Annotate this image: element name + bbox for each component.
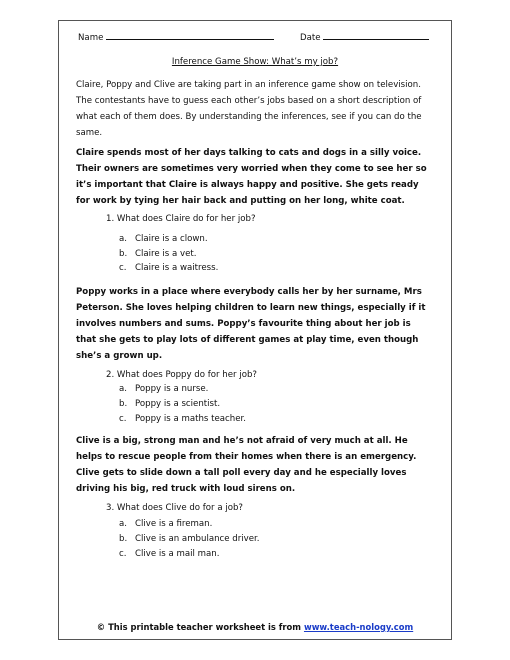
option-2b	[119, 399, 220, 409]
option-text: Claire is a clown.	[135, 234, 208, 244]
passage-poppy	[76, 284, 432, 364]
option-text: Clive is a fireman.	[135, 519, 213, 529]
option-3b	[119, 534, 260, 544]
option-text: Claire is a vet.	[135, 249, 197, 259]
option-letter: b.	[119, 399, 128, 409]
intro-text: Claire, Poppy and Clive are taking part in an inference game show on television. The contestants have to guess each other’s jobs based on a short description of what each of them does. By understanding the inferences, see if you can do the same.	[76, 80, 422, 138]
option-2c	[119, 414, 246, 424]
option-text: Poppy is a maths teacher.	[135, 414, 246, 424]
passage-text: Poppy works in a place where everybody calls her by her surname, Mrs Peterson. She loves helping children to learn new things, especially if it involves numbers and sums. Poppy’s favourite thing about her job is that she gets to play lots of different games at play time, even though she’s a grown up.	[76, 287, 426, 361]
option-letter: b.	[119, 249, 128, 259]
footer	[58, 622, 452, 632]
name-blank-line	[106, 30, 274, 40]
option-2a	[119, 384, 208, 394]
worksheet-title: Inference Game Show: What’s my job?	[171, 57, 339, 67]
worksheet-header	[78, 30, 432, 44]
option-3c	[119, 549, 219, 559]
question-2: 2. What does Poppy do for her job?	[106, 370, 257, 380]
name-field	[78, 30, 274, 43]
question-3: 3. What does Clive do for a job?	[106, 503, 243, 513]
option-letter: b.	[119, 534, 128, 544]
footer-copyright-text: © This printable teacher worksheet is from	[96, 622, 302, 632]
footer-website-link[interactable]: www.teach-nology.com	[303, 622, 414, 632]
option-letter: c.	[119, 549, 127, 559]
date-blank-line	[323, 30, 429, 40]
option-text: Clive is an ambulance driver.	[135, 534, 260, 544]
option-1b	[119, 249, 196, 259]
passage-clive	[76, 433, 432, 497]
option-1a	[119, 234, 208, 244]
option-text: Clive is a mail man.	[135, 549, 220, 559]
option-text: Poppy is a nurse.	[135, 384, 209, 394]
date-label: Date	[300, 33, 321, 43]
passage-claire	[76, 145, 432, 209]
option-letter: a.	[119, 384, 127, 394]
name-label: Name	[78, 33, 104, 43]
option-3a	[119, 519, 212, 529]
question-1: 1. What does Claire do for her job?	[106, 214, 256, 224]
option-letter: c.	[119, 414, 127, 424]
option-letter: a.	[119, 519, 127, 529]
option-letter: c.	[119, 263, 127, 273]
option-letter: a.	[119, 234, 127, 244]
option-text: Claire is a waitress.	[135, 263, 219, 273]
option-1c	[119, 263, 218, 273]
passage-text: Clive is a big, strong man and he’s not afraid of very much at all. He helps to rescue people from their homes when there is an emergency. Clive gets to slide down a tall poll every day and he especially loves driving his big, red truck with loud sirens on.	[76, 436, 417, 494]
intro-paragraph	[76, 77, 432, 141]
passage-text: Claire spends most of her days talking to cats and dogs in a silly voice. Their owners are sometimes very worried when they come to see her so it’s important that Claire is always happy and positive. She gets ready for work by tying her hair back and putting on her long, white coat.	[76, 148, 427, 206]
date-field	[300, 30, 429, 43]
option-text: Poppy is a scientist.	[135, 399, 221, 409]
